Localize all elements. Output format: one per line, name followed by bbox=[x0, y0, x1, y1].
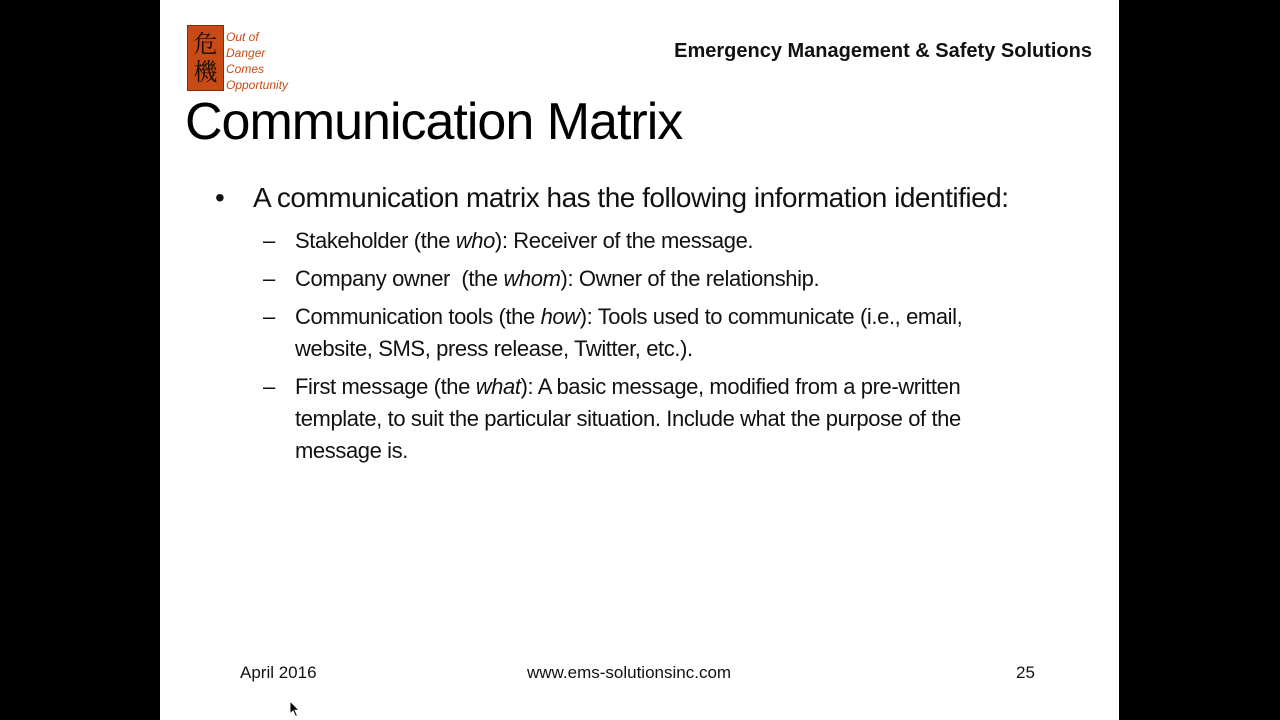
logo-line: Comes bbox=[226, 62, 265, 76]
mouse-cursor-icon bbox=[289, 700, 301, 718]
sub-text: Communication tools (the bbox=[295, 304, 541, 329]
logo-line: Danger bbox=[226, 46, 266, 60]
sub-text: ): Tools used to communicate (i.e., email, website, SMS, press release, Twitter, etc.). bbox=[295, 304, 963, 361]
header-title: Emergency Management & Safety Solutions bbox=[674, 40, 1092, 62]
footer-date: April 2016 bbox=[240, 663, 317, 682]
sub-text: First message (the bbox=[295, 374, 476, 399]
sub-bullet-list bbox=[215, 225, 1045, 467]
footer-url[interactable]: www.ems-solutionsinc.com bbox=[527, 663, 732, 682]
logo-tagline bbox=[226, 29, 288, 93]
sub-emphasis: what bbox=[475, 374, 521, 399]
logo-glyph-top: 危 bbox=[193, 30, 218, 58]
sub-bullet-item bbox=[215, 263, 1045, 295]
dash-icon: – bbox=[263, 374, 275, 399]
dash-icon: – bbox=[263, 228, 275, 253]
slide bbox=[160, 0, 1119, 720]
slide-number: 25 bbox=[1016, 663, 1035, 682]
sub-bullet-item bbox=[215, 371, 1045, 467]
logo-glyph-bottom: 機 bbox=[193, 58, 218, 86]
logo-line: Out of bbox=[226, 30, 259, 44]
main-bullet bbox=[215, 178, 1045, 217]
sub-text: ): Owner of the relationship. bbox=[560, 266, 820, 291]
sub-text: ): Receiver of the message. bbox=[494, 228, 754, 253]
slide-title: Communication Matrix bbox=[185, 93, 683, 151]
dash-icon: – bbox=[263, 304, 275, 329]
logo-line: Opportunity bbox=[226, 78, 289, 92]
sub-text: Company owner (the bbox=[295, 266, 504, 291]
sub-emphasis: how bbox=[540, 304, 580, 329]
sub-bullet-item bbox=[215, 301, 1045, 365]
bullet-icon: • bbox=[215, 182, 225, 213]
sub-emphasis: whom bbox=[503, 266, 561, 291]
sub-text: ): A basic message, modified from a pre-written template, to suit the particular situation. Include what the purpose of the message is. bbox=[295, 374, 961, 463]
sub-emphasis: who bbox=[455, 228, 495, 253]
sub-bullet-item bbox=[215, 225, 1045, 257]
dash-icon: – bbox=[263, 266, 275, 291]
slide-content bbox=[215, 178, 1045, 473]
sub-text: Stakeholder (the bbox=[295, 228, 456, 253]
logo-emblem bbox=[187, 25, 224, 91]
main-bullet-text: A communication matrix has the following information identified: bbox=[253, 182, 1009, 213]
